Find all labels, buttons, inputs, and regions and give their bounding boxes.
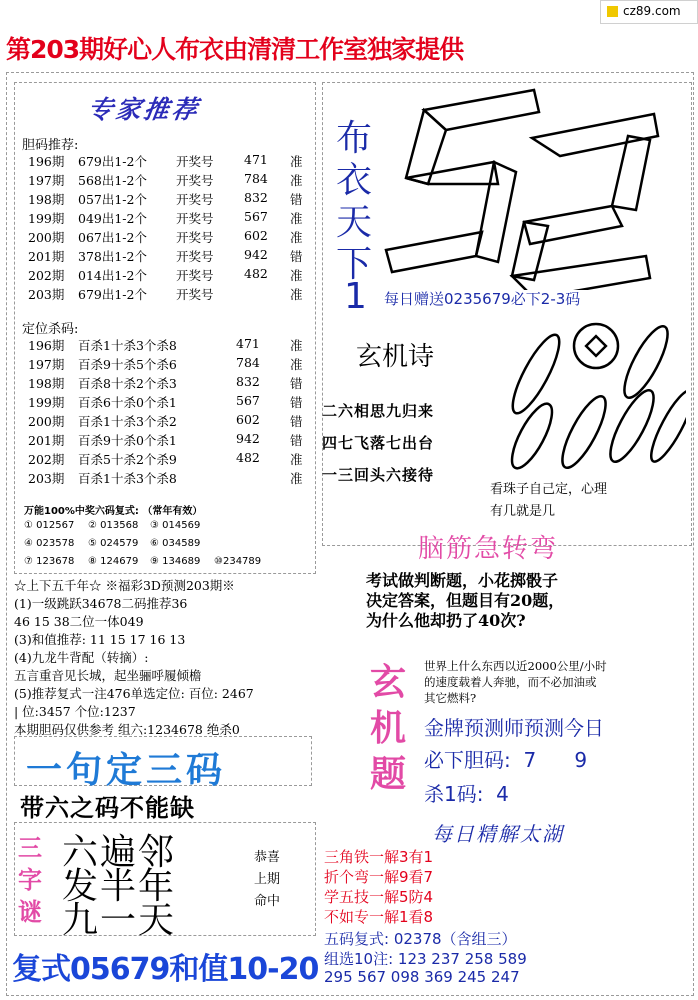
lower-left-line: (3)和值推荐: 11 15 17 16 13 (14, 632, 186, 647)
kill-pick: 百杀1十杀3个杀8 (78, 471, 177, 486)
dan-label: 开奖号 (176, 249, 214, 264)
kill-period: 196期 (28, 338, 65, 353)
gold-predictor-line: 金牌预测师预测今日 (424, 716, 604, 740)
kill-period: 200期 (28, 414, 65, 429)
daily-gift-text: 每日赠送0235679必下2-3码 (384, 290, 581, 308)
kill-period: 198期 (28, 376, 65, 391)
dan-period: 199期 (28, 211, 65, 226)
logo-icon (607, 6, 618, 17)
kill-num: 567 (236, 393, 260, 408)
dan-num: 784 (244, 171, 268, 186)
zuxuan-line: 组选10注: 123 237 258 589 (324, 950, 527, 968)
buyi-char: 布 (336, 118, 373, 159)
beads-hint: 有几就是几 (490, 504, 556, 519)
dan-num: 832 (244, 190, 268, 205)
kill-one-line: 杀1码: 4 (424, 782, 509, 806)
kill-period: 199期 (28, 395, 65, 410)
kill-result: 错 (290, 376, 303, 391)
lower-left-line: ☆上下五千年☆ ※福彩3D预测203期※ (14, 578, 235, 593)
kill-pick: 百杀9十杀0个杀1 (78, 433, 177, 448)
zuxuan-numbers: 295 567 098 369 245 247 (324, 968, 520, 986)
dan-pick: 049出1-2个 (78, 211, 147, 226)
riddle-line: 九一天 (62, 900, 177, 941)
dan-period: 203期 (28, 287, 65, 302)
dan-period: 196期 (28, 154, 65, 169)
taihu-line: 折个弯一解9看7 (324, 868, 434, 886)
six-code-combo: ④ 023578 (24, 538, 75, 549)
six-code-combo: ② 013568 (88, 520, 139, 531)
dan-result: 准 (290, 211, 303, 226)
lower-left-line: (5)推荐复式一注476单选定位: 百位: 2467 (14, 686, 254, 701)
kill-period: 201期 (28, 433, 65, 448)
kill-result: 错 (290, 414, 303, 429)
buyi-char: 下 (336, 244, 373, 285)
kill-pick: 百杀6十杀0个杀1 (78, 395, 177, 410)
kill-pick: 百杀9十杀5个杀6 (78, 357, 177, 372)
six-code-combo: ⑦ 123678 (24, 556, 75, 567)
dan-num: 602 (244, 228, 268, 243)
kill-period: 202期 (28, 452, 65, 467)
exam-line: 为什么他却扔了40次? (366, 611, 526, 630)
poem-line: 二六相思九归来 (322, 402, 435, 420)
xuanji-ti-char: 题 (370, 754, 407, 795)
kill-pick: 百杀1十杀3个杀8 (78, 338, 177, 353)
kill-result: 准 (290, 357, 303, 372)
poem-line: 四七飞落七出台 (322, 434, 435, 452)
dan-label: 开奖号 (176, 154, 214, 169)
xuanji-ti-char: 玄 (370, 662, 407, 703)
dan-pick: 679出1-2个 (78, 154, 147, 169)
dan-label: 开奖号 (176, 230, 214, 245)
question-line: 其它燃料? (424, 691, 477, 705)
kill-label: 定位杀码: (22, 322, 79, 337)
sanzi-char: 谜 (18, 898, 42, 926)
dan-period: 198期 (28, 192, 65, 207)
dan-label: 胆码推荐: (22, 138, 79, 153)
kill-num: 784 (236, 355, 260, 370)
fushi-banner: 复式05679和值10-20 (12, 952, 319, 987)
gongxi-line: 恭喜 (254, 850, 281, 865)
xuanji-title: 玄机诗 (356, 342, 435, 372)
dan-pick: 067出1-2个 (78, 230, 147, 245)
dan-label: 开奖号 (176, 173, 214, 188)
page-title: 第203期好心人布衣由清清工作室独家提供 (6, 35, 464, 64)
dan-period: 197期 (28, 173, 65, 188)
dan-pick: 568出1-2个 (78, 173, 147, 188)
kill-num: 471 (236, 336, 260, 351)
six-code-combo: ⑥ 034589 (150, 538, 201, 549)
kill-result: 准 (290, 452, 303, 467)
six-code-combo: ⑧ 124679 (88, 556, 139, 567)
dan-label: 开奖号 (176, 192, 214, 207)
kill-result: 准 (290, 338, 303, 353)
dan-pick: 378出1-2个 (78, 249, 147, 264)
dai-liu-text: 带六之码不能缺 (20, 794, 195, 822)
dan-num: 482 (244, 266, 268, 281)
dan-pick: 679出1-2个 (78, 287, 147, 302)
lower-left-line: | 位:3457 个位:1237 (14, 704, 136, 719)
buyi-char: 天 (336, 202, 373, 243)
six-code-combo: ⑩234789 (214, 556, 262, 567)
riddle-line: 六遍邻 (62, 832, 177, 873)
must-dan-line: 必下胆码: 7 9 (424, 748, 588, 772)
sanzi-char: 三 (18, 834, 42, 862)
question-line: 的速度载着人奔驰，而不必加油或 (424, 675, 597, 689)
dan-num: 942 (244, 247, 268, 262)
dan-pick: 014出1-2个 (78, 268, 147, 283)
six-code-combo: ① 012567 (24, 520, 75, 531)
dan-result: 错 (290, 249, 303, 264)
exam-line: 决定答案，但题目有20题， (366, 591, 565, 610)
lower-left-line: 46 15 38二位一体049 (14, 614, 144, 629)
yiju-heading: 一句定三码 (26, 750, 227, 791)
taihu-heading: 每日精解太湖 (432, 822, 564, 846)
site-watermark[interactable] (600, 0, 698, 24)
gongxi-line: 上期 (254, 872, 281, 887)
kill-num: 482 (236, 450, 260, 465)
dan-result: 准 (290, 173, 303, 188)
dan-period: 202期 (28, 268, 65, 283)
watermark-label: cz89.com (623, 4, 681, 18)
poem-line: 一三回头六接待 (322, 466, 435, 484)
naojin-heading: 脑筋急转弯 (418, 534, 559, 564)
lower-left-line: 五言重音见长城，起坐骊呼履倾檐 (14, 668, 202, 683)
kill-period: 197期 (28, 357, 65, 372)
lower-left-line: 本期胆码仅供参考 组六:1234678 绝杀0 (14, 722, 240, 737)
gongxi-line: 命中 (254, 894, 281, 909)
lower-left-line: (1)一级跳跃34678二码推荐36 (14, 596, 188, 611)
kill-num: 832 (236, 374, 260, 389)
buyi-char: 1 (344, 276, 367, 317)
dan-pick: 057出1-2个 (78, 192, 147, 207)
kill-period: 203期 (28, 471, 65, 486)
dan-num: 471 (244, 152, 268, 167)
expert-heading: 专家推荐 (85, 95, 202, 124)
kill-pick: 百杀8十杀2个杀3 (78, 376, 177, 391)
kill-result: 准 (290, 471, 303, 486)
riddle-line: 发半年 (62, 866, 177, 907)
beads-graphic (496, 316, 686, 476)
dan-result: 错 (290, 192, 303, 207)
dan-label: 开奖号 (176, 287, 214, 302)
six-code-combo: ⑤ 024579 (88, 538, 139, 549)
xuanji-ti-char: 机 (370, 708, 407, 749)
dan-result: 准 (290, 287, 303, 302)
question-line: 世界上什么东西以近2000公里/小时 (424, 659, 607, 673)
kill-pick: 百杀5十杀2个杀9 (78, 452, 177, 467)
sanzi-char: 字 (18, 866, 42, 894)
fushi-line: 五码复式: 02378（含组三） (324, 930, 517, 948)
beads-hint: 看珠子自己定，心理 (490, 482, 608, 497)
dan-result: 准 (290, 154, 303, 169)
six-code-combo: ③ 014569 (150, 520, 201, 531)
dan-period: 201期 (28, 249, 65, 264)
dan-result: 准 (290, 230, 303, 245)
dan-result: 准 (290, 268, 303, 283)
kill-result: 错 (290, 433, 303, 448)
kill-num: 602 (236, 412, 260, 427)
number-52-graphic (384, 80, 674, 290)
dan-period: 200期 (28, 230, 65, 245)
buyi-char: 衣 (336, 160, 373, 201)
kill-pick: 百杀1十杀3个杀2 (78, 414, 177, 429)
taihu-line: 三角铁一解3有1 (324, 848, 434, 866)
lower-left-line: (4)九龙牛背配（转摘）: (14, 650, 149, 665)
dan-label: 开奖号 (176, 268, 214, 283)
six-code-title: 万能100%中奖六码复式: （常年有效） (24, 506, 203, 517)
kill-num: 942 (236, 431, 260, 446)
six-code-combo: ⑨ 134689 (150, 556, 201, 567)
dan-label: 开奖号 (176, 211, 214, 226)
dan-num: 567 (244, 209, 268, 224)
kill-result: 错 (290, 395, 303, 410)
taihu-line: 不如专一解1看8 (324, 908, 434, 926)
taihu-line: 学五技一解5防4 (324, 888, 434, 906)
exam-line: 考试做判断题，小花掷骰子 (366, 571, 559, 590)
